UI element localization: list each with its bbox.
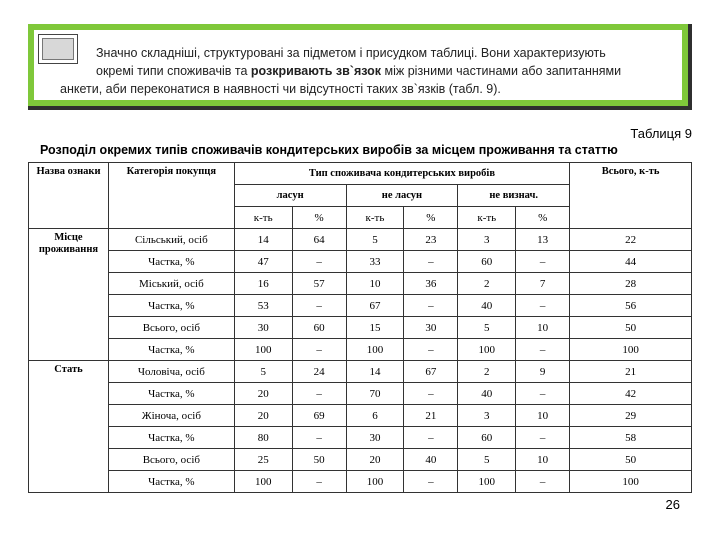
table-cell: 53 [234,295,292,317]
table-cell: 6 [346,405,404,427]
table-cell: 40 [458,383,516,405]
table-cell: – [516,471,570,493]
table-row [29,471,692,493]
table-row [29,383,692,405]
intro-line-2-end: між різними частинами або запитаннями [381,64,622,78]
table-cell: 50 [570,449,692,471]
table-cell: – [516,427,570,449]
header-not-sweet: не ласун [346,185,458,207]
table-cell: 100 [346,339,404,361]
table-cell: – [404,383,458,405]
table-cell: – [404,471,458,493]
table-cell: – [516,251,570,273]
table-row [29,405,692,427]
table-cell: 64 [292,229,346,251]
group-label: Місце проживання [29,229,109,361]
table-cell: 16 [234,273,292,295]
table-cell: 28 [570,273,692,295]
table-cell: 60 [292,317,346,339]
table-cell: 57 [292,273,346,295]
table-cell: 30 [404,317,458,339]
header-total: Всього, к-ть [570,163,692,229]
table-cell: 20 [234,383,292,405]
intro-text [58,44,698,98]
header-category: Категорія покупця [108,163,234,229]
table-cell: – [516,295,570,317]
row-category: Частка, % [108,339,234,361]
row-category: Частка, % [108,251,234,273]
table-cell: 24 [292,361,346,383]
row-category: Всього, осіб [108,449,234,471]
table-cell: – [292,383,346,405]
table-row [29,449,692,471]
table-cell: 2 [458,361,516,383]
table-cell: 56 [570,295,692,317]
table-caption: Таблиця 9 [630,126,692,141]
table-cell: – [404,427,458,449]
table-cell: 9 [516,361,570,383]
header-count: к-ть [346,207,404,229]
table-cell: 50 [292,449,346,471]
table-cell: 10 [516,317,570,339]
table-row [29,427,692,449]
table-cell: – [292,471,346,493]
header-count: к-ть [234,207,292,229]
table-row [29,229,692,251]
row-category: Міський, осіб [108,273,234,295]
table-cell: 20 [234,405,292,427]
table-cell: – [292,251,346,273]
row-category: Частка, % [108,471,234,493]
header-consumer-type: Тип споживача кондитерських виробів [234,163,569,185]
table-cell: 3 [458,405,516,427]
table-cell: – [516,383,570,405]
row-category: Всього, осіб [108,317,234,339]
table-cell: 36 [404,273,458,295]
table-cell: 100 [234,339,292,361]
table-cell: 40 [404,449,458,471]
group-label: Стать [29,361,109,493]
table-cell: 21 [404,405,458,427]
table-cell: 33 [346,251,404,273]
intro-line-2-start: окремі типи споживачів та [96,64,251,78]
header-sign-name: Назва ознаки [29,163,109,229]
table-cell: 80 [234,427,292,449]
table-cell: – [292,339,346,361]
table-cell: – [404,251,458,273]
table-cell: 14 [234,229,292,251]
table-cell: 67 [346,295,404,317]
table-cell: 47 [234,251,292,273]
row-category: Сільський, осіб [108,229,234,251]
intro-banner [28,24,692,110]
table-cell: 20 [346,449,404,471]
header-pct: % [292,207,346,229]
header-count: к-ть [458,207,516,229]
row-category: Частка, % [108,295,234,317]
table-row [29,251,692,273]
table-cell: 5 [458,449,516,471]
table-cell: – [404,339,458,361]
table-cell: 50 [570,317,692,339]
data-table [28,162,692,493]
row-category: Частка, % [108,427,234,449]
table-cell: 30 [346,427,404,449]
table-cell: 67 [404,361,458,383]
table-cell: 44 [570,251,692,273]
intro-line-2 [58,62,698,80]
table-cell: 60 [458,427,516,449]
table-cell: 5 [234,361,292,383]
table-row [29,317,692,339]
table-cell: 14 [346,361,404,383]
intro-line-1: Значно складніші, структуровані за підметом і присудком таблиці. Вони характеризують [96,46,606,60]
table-cell: 100 [458,339,516,361]
table-row [29,295,692,317]
table-cell: 100 [346,471,404,493]
table-cell: 5 [458,317,516,339]
header-sweet: ласун [234,185,346,207]
row-category: Жіноча, осіб [108,405,234,427]
table-cell: 100 [458,471,516,493]
table-cell: – [404,295,458,317]
table-cell: 23 [404,229,458,251]
page-number: 26 [665,497,680,512]
table-cell: 100 [570,471,692,493]
table-cell: 10 [516,449,570,471]
table-cell: – [292,295,346,317]
table-cell: 22 [570,229,692,251]
table-row [29,273,692,295]
table-cell: 58 [570,427,692,449]
table-cell: 100 [570,339,692,361]
header-undefined: не визнач. [458,185,570,207]
table-cell: 70 [346,383,404,405]
table-cell: 100 [234,471,292,493]
intro-line-2-bold: розкривають зв`язок [250,64,382,78]
table-cell: 10 [516,405,570,427]
table-cell: 40 [458,295,516,317]
table-cell: 30 [234,317,292,339]
table-cell: 42 [570,383,692,405]
table-cell: 10 [346,273,404,295]
table-cell: 2 [458,273,516,295]
table-cell: – [516,339,570,361]
table-cell: – [292,427,346,449]
table-cell: 3 [458,229,516,251]
table-cell: 25 [234,449,292,471]
row-category: Чоловіча, осіб [108,361,234,383]
header-pct: % [404,207,458,229]
table-cell: 7 [516,273,570,295]
table-cell: 29 [570,405,692,427]
table-cell: 5 [346,229,404,251]
table-row [29,361,692,383]
table-cell: 21 [570,361,692,383]
table-cell: 15 [346,317,404,339]
table-cell: 13 [516,229,570,251]
table-row [29,339,692,361]
table-cell: 60 [458,251,516,273]
table-title: Розподіл окремих типів споживачів кондитерських виробів за місцем проживання та статтю [40,143,618,157]
intro-line-3: анкети, аби переконатися в наявності чи відсутності таких зв`язків (табл. 9). [60,82,501,96]
row-category: Частка, % [108,383,234,405]
header-pct: % [516,207,570,229]
table-cell: 69 [292,405,346,427]
